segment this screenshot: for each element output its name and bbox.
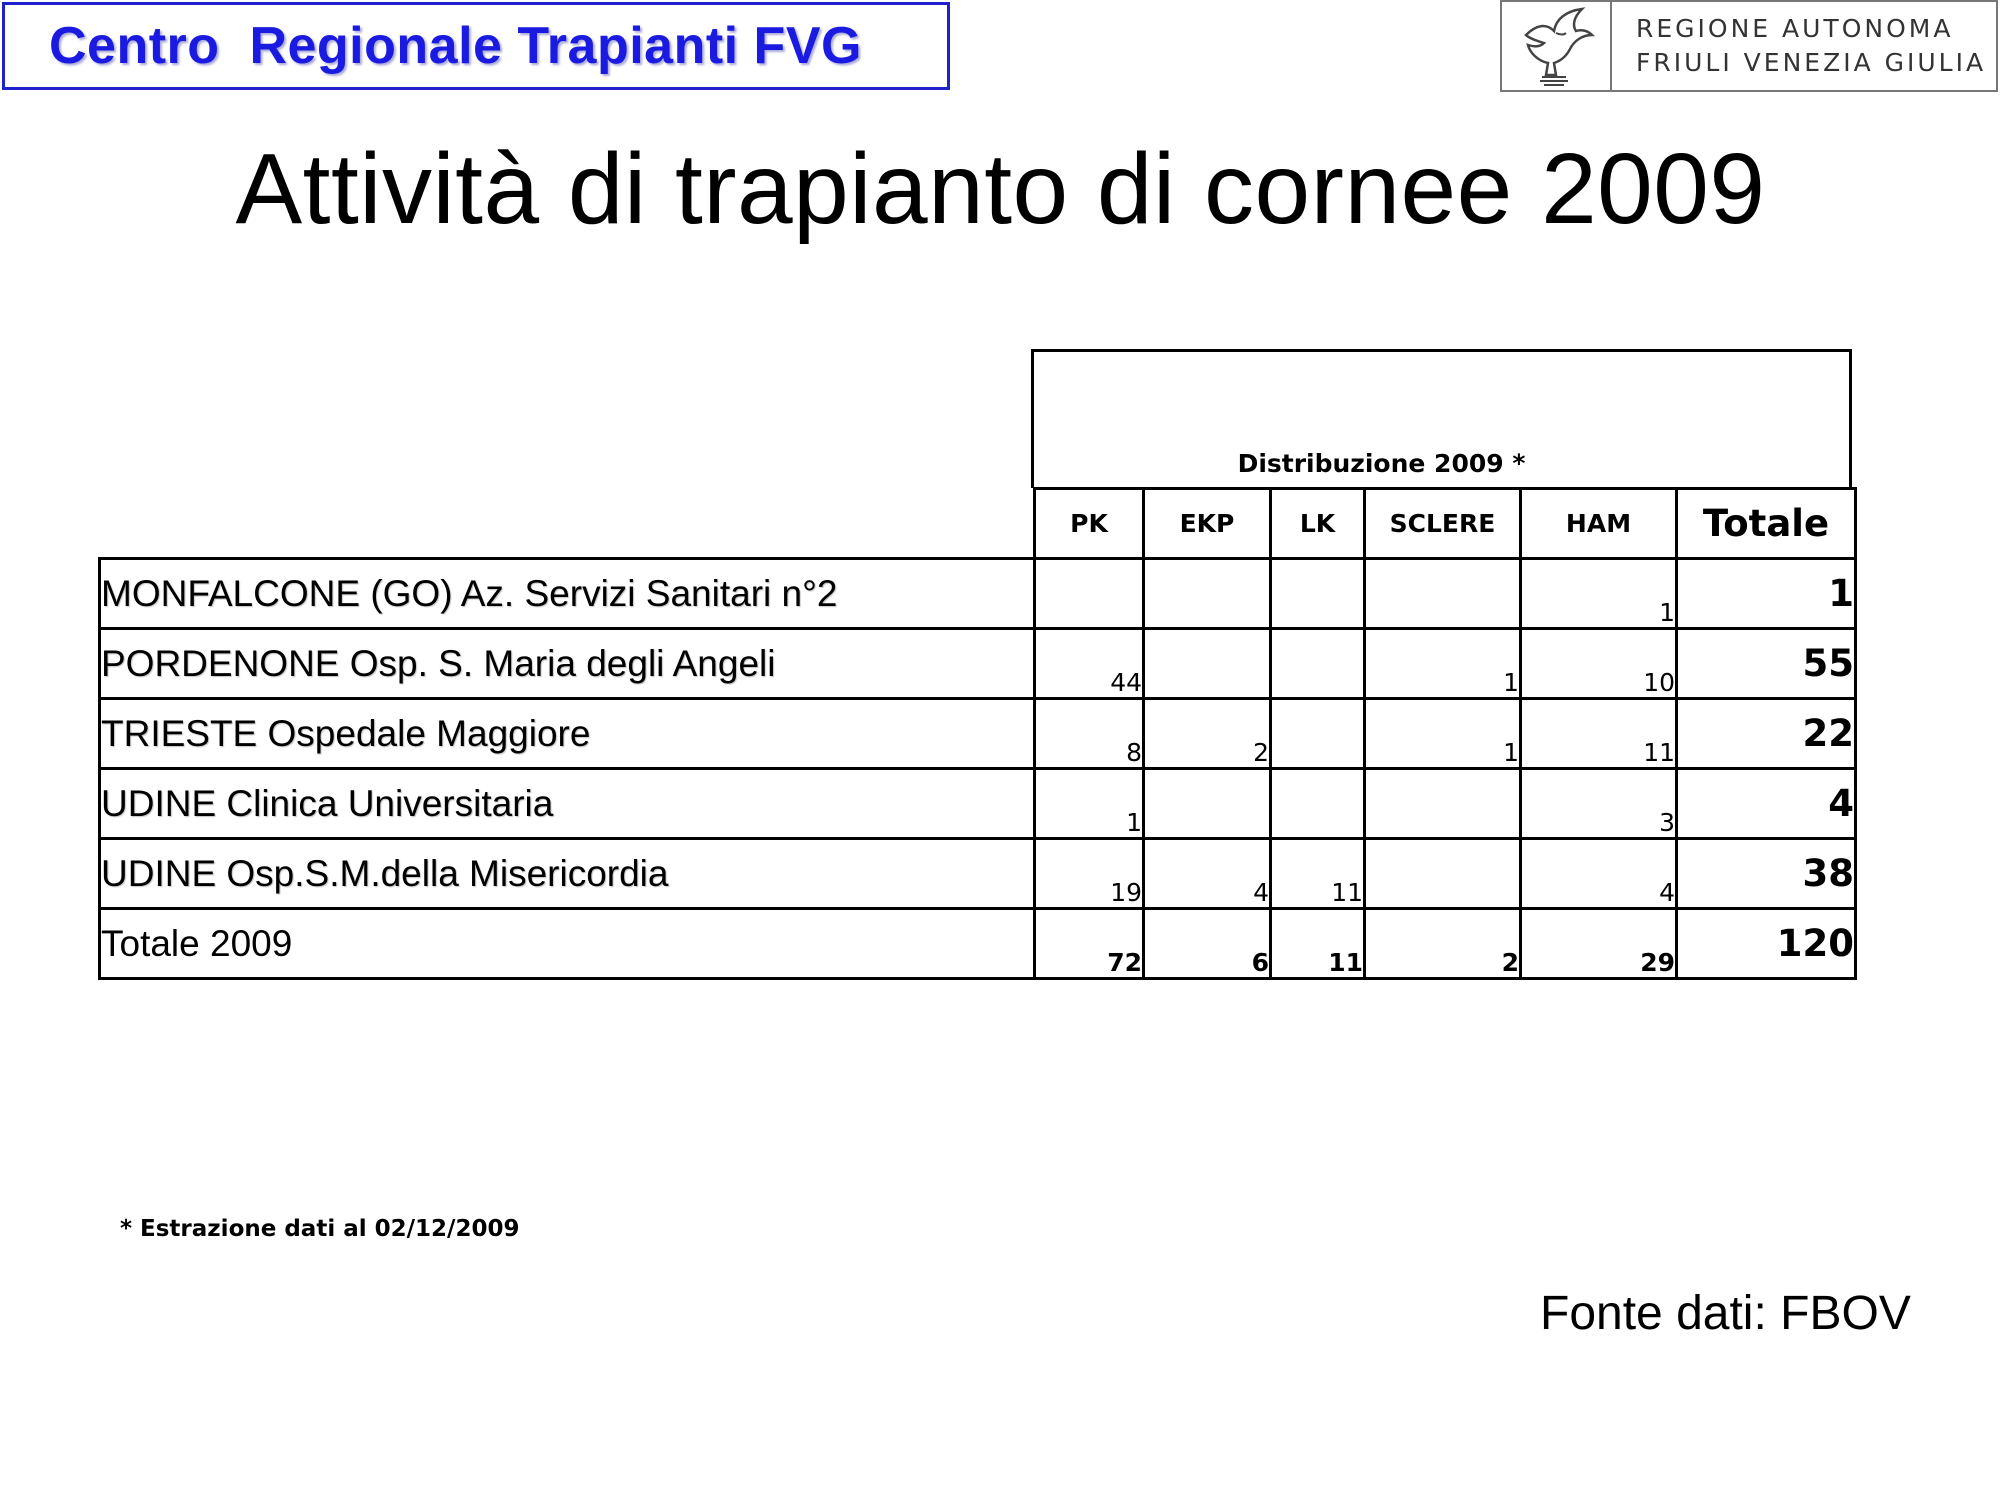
cell-totale: 1 [1677,559,1856,629]
cell-ekp: 6 [1144,909,1271,979]
cell-totale: 4 [1677,769,1856,839]
cell-sclere: 1 [1365,629,1521,699]
footnote: * Estrazione dati al 02/12/2009 [120,1216,520,1242]
region-name-line2: FRIULI VENEZIA GIULIA [1636,48,1987,77]
table-row [100,629,1856,699]
data-source: Fonte dati: FBOV [1540,1287,1911,1340]
table-row [100,699,1856,769]
cell-sclere [1365,769,1521,839]
region-name-line1: REGIONE AUTONOMA [1636,14,1954,43]
row-name: MONFALCONE (GO) Az. Servizi Sanitari n°2 [100,559,1035,629]
row-name: UDINE Clinica Universitaria [100,769,1035,839]
table-row [100,769,1856,839]
cell-sclere [1365,839,1521,909]
row-name: UDINE Osp.S.M.della Misericordia [100,839,1035,909]
cell-pk: 72 [1035,909,1144,979]
cell-grand-total: 120 [1677,909,1856,979]
cell-lk [1271,559,1365,629]
cell-totale: 22 [1677,699,1856,769]
totals-label: Totale 2009 [100,909,1035,979]
cell-ham: 10 [1521,629,1677,699]
row-name: TRIESTE Ospedale Maggiore [100,699,1035,769]
cell-ekp [1144,559,1271,629]
column-header-pk: PK [1035,489,1144,559]
cell-pk: 8 [1035,699,1144,769]
cell-sclere: 1 [1365,699,1521,769]
table-row [100,559,1856,629]
distribution-header [1031,349,1852,488]
cell-ham: 11 [1521,699,1677,769]
column-header-ekp: EKP [1144,489,1271,559]
cell-lk [1271,629,1365,699]
totals-row [100,909,1856,979]
cell-lk [1271,769,1365,839]
cell-pk: 19 [1035,839,1144,909]
column-header-totale: Totale [1677,489,1856,559]
cell-lk [1271,699,1365,769]
column-header-sclere: SCLERE [1365,489,1521,559]
distribution-label: Distribuzione 2009 * [1237,449,1526,478]
header-title: Centro Regionale Trapianti FVG [49,17,862,75]
column-header-lk: LK [1271,489,1365,559]
cell-lk: 11 [1271,909,1365,979]
cell-pk: 1 [1035,769,1144,839]
cell-lk: 11 [1271,839,1365,909]
cell-ham: 29 [1521,909,1677,979]
cell-pk: 44 [1035,629,1144,699]
cell-totale: 38 [1677,839,1856,909]
cell-ekp: 2 [1144,699,1271,769]
eagle-icon [1502,2,1612,90]
cell-sclere: 2 [1365,909,1521,979]
cell-ham: 4 [1521,839,1677,909]
header-banner [2,2,950,90]
table-row [100,839,1856,909]
cell-totale: 55 [1677,629,1856,699]
column-header-ham: HAM [1521,489,1677,559]
column-header-row [100,489,1856,559]
region-logo [1500,0,1998,92]
cell-ekp [1144,769,1271,839]
row-name: PORDENONE Osp. S. Maria degli Angeli [100,629,1035,699]
cell-pk [1035,559,1144,629]
cell-ekp [1144,629,1271,699]
cell-ham: 3 [1521,769,1677,839]
cell-sclere [1365,559,1521,629]
page-title: Attività di trapianto di cornee 2009 [235,133,1766,245]
cell-ham: 1 [1521,559,1677,629]
header-blank-cell [100,489,1035,559]
cell-ekp: 4 [1144,839,1271,909]
transplant-table [98,487,1857,980]
